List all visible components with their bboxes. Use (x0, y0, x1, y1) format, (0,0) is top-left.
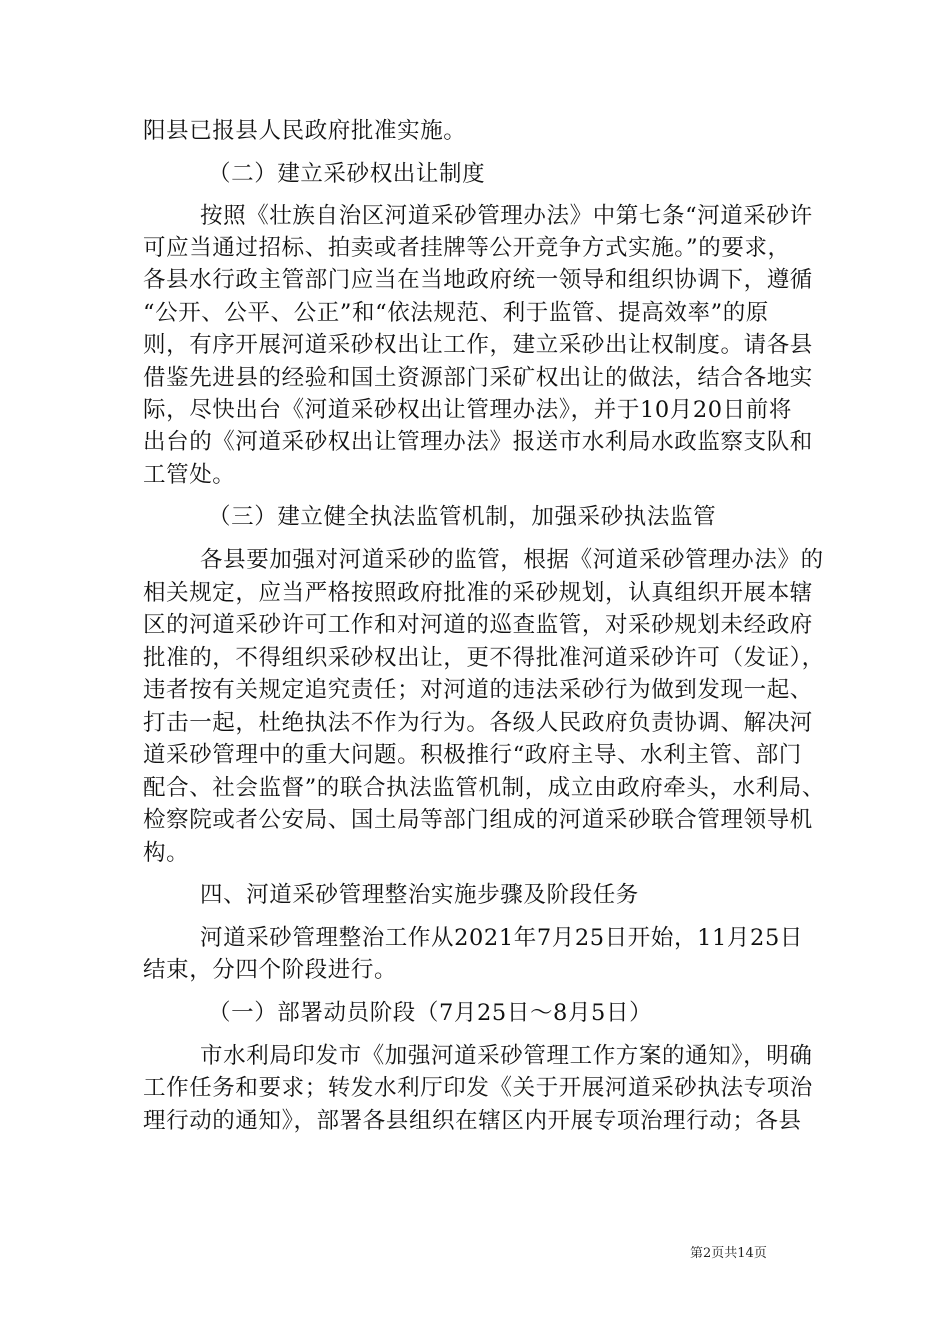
text-line: 阳县已报县人民政府批准实施。 (143, 118, 467, 144)
text-line: 出台的《河道采砂权出让管理办法》报送市水利局水政监察支队和 (143, 429, 813, 455)
text-line: 批准的，不得组织采砂权出让，更不得批准河道采砂许可（发证）， (143, 645, 825, 671)
text-line: 配合、社会监督”的联合执法监管机制，成立由政府牵头，水利局、 (143, 775, 826, 801)
text-line: 河道采砂管理整治工作从2021年7月25日开始，11月25日 (200, 925, 803, 951)
text-line: 构。 (143, 840, 190, 866)
text-line: 则，有序开展河道采砂权出让工作，建立采砂出让权制度。请各县 (143, 332, 813, 358)
section-heading: （二）建立采砂权出让制度 (208, 161, 486, 187)
text-line: 区的河道采砂许可工作和对河道的巡查监管，对采砂规划未经政府 (143, 612, 813, 638)
section-heading: （一）部署动员阶段（7月25日～8月5日） (208, 1000, 653, 1026)
text-line: 市水利局印发市《加强河道采砂管理工作方案的通知》，明确 (200, 1043, 813, 1069)
text-line: 际，尽快出台《河道采砂权出让管理办法》，并于10月20日前将 (143, 397, 793, 423)
text-line: 借鉴先进县的经验和国土资源部门采矿权出让的做法，结合各地实 (143, 365, 813, 391)
text-line: 打击一起，杜绝执法不作为行为。各级人民政府负责协调、解决河 (143, 710, 813, 736)
text-line: 理行动的通知》，部署各县组织在辖区内开展专项治理行动；各县 (143, 1108, 802, 1134)
text-line: 各县水行政主管部门应当在当地政府统一领导和组织协调下，遵循 (143, 267, 813, 293)
text-line: 工作任务和要求；转发水利厅印发《关于开展河道采砂执法专项治 (143, 1075, 813, 1101)
text-line: 相关规定，应当严格按照政府批准的采砂规划，认真组织开展本辖 (143, 580, 813, 606)
text-line: 各县要加强对河道采砂的监管，根据《河道采砂管理办法》的 (200, 547, 824, 573)
text-line: 按照《壮族自治区河道采砂管理办法》中第七条“河道采砂许 (200, 203, 813, 229)
text-line: 违者按有关规定追究责任；对河道的违法采砂行为做到发现一起、 (143, 677, 813, 703)
section-heading: （三）建立健全执法监管机制，加强采砂执法监管 (208, 504, 717, 530)
text-line: 工管处。 (143, 462, 236, 488)
section-heading: 四、河道采砂管理整治实施步骤及阶段任务 (200, 882, 639, 908)
text-line: 结束，分四个阶段进行。 (143, 957, 398, 983)
text-line: 可应当通过招标、拍卖或者挂牌等公开竞争方式实施。”的要求， (143, 235, 791, 261)
text-line: 检察院或者公安局、国土局等部门组成的河道采砂联合管理领导机 (143, 807, 813, 833)
text-line: “公开、公平、公正”和“依法规范、利于监管、提高效率”的原 (143, 300, 769, 326)
text-line: 道采砂管理中的重大问题。积极推行“政府主导、水利主管、部门 (143, 742, 802, 768)
page-number: 第2页共14页 (690, 1246, 767, 1261)
